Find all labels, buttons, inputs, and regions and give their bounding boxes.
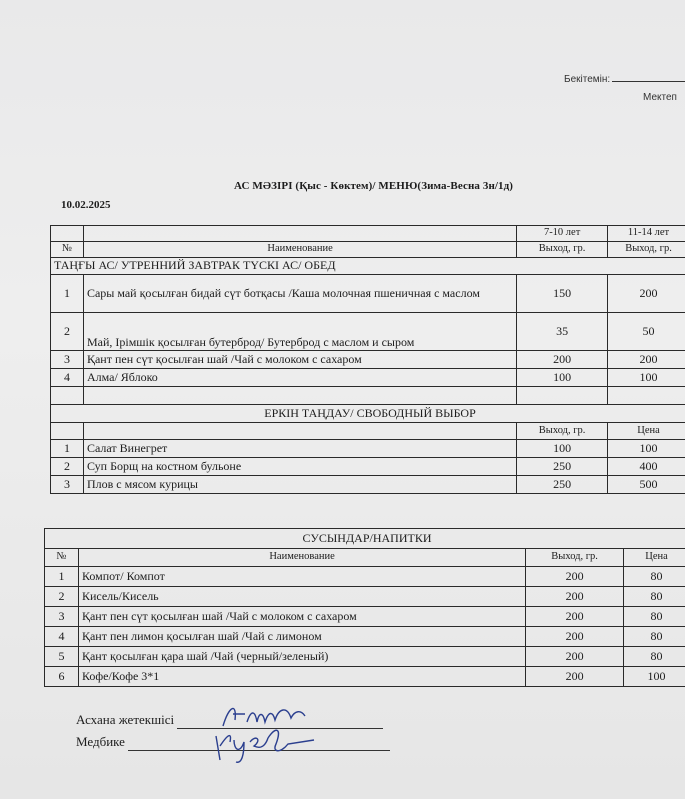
table-row: 6 Кофе/Кофе 3*1 200 100 xyxy=(45,667,685,687)
school-label: Мектеп xyxy=(643,92,677,103)
drink-name: Қант пен лимон қосылған шай /Чай с лимоном xyxy=(78,627,525,647)
num-header: № xyxy=(51,242,84,258)
nurse-signature-line: Медбике xyxy=(76,734,390,751)
dish-name: Сары май қосылған бидай сүт ботқасы /Каша молочная пшеничная с маслом xyxy=(83,275,516,313)
table-row: 1 Сары май қосылған бидай сүт ботқасы /Каша молочная пшеничная с маслом 150 200 xyxy=(51,275,685,313)
table-row: 1 Компот/ Компот 200 80 xyxy=(45,567,685,587)
table-row: 3 Қант пен сүт қосылған шай /Чай с молоком с сахаром 200 200 xyxy=(51,351,685,369)
yield-header-2: Выход, гр. xyxy=(608,242,685,258)
age-header-11-14: 11-14 лет xyxy=(608,226,685,242)
dish-name: Салат Винегрет xyxy=(83,440,516,458)
table-row: 3 Қант пен сүт қосылған шай /Чай с молоком с сахаром 200 80 xyxy=(45,607,685,627)
choice-yield-header: Выход, гр. xyxy=(517,423,608,440)
approval-label: Бекітемін: xyxy=(564,74,685,85)
drink-name: Компот/ Компот xyxy=(78,567,525,587)
table-row: 4 Алма/ Яблоко 100 100 xyxy=(51,369,685,387)
drink-name: Қант пен сүт қосылған шай /Чай с молоком с сахаром xyxy=(78,607,525,627)
table-row: 2 Кисель/Кисель 200 80 xyxy=(45,587,685,607)
menu-table xyxy=(50,225,685,494)
dish-name: Суп Борщ на костном бульоне xyxy=(83,458,516,476)
table-row: 3 Плов с мясом курицы 250 500 xyxy=(51,476,685,494)
choice-price-header: Цена xyxy=(608,423,685,440)
menu-date: 10.02.2025 xyxy=(61,199,111,211)
dish-name: Плов с мясом курицы xyxy=(83,476,516,494)
table-row: 5 Қант қосылған қара шай /Чай (черный/зеленый) 200 80 xyxy=(45,647,685,667)
section-drinks: СУСЫНДАР/НАПИТКИ xyxy=(45,529,685,549)
table-row: 2 Суп Борщ на костном бульоне 250 400 xyxy=(51,458,685,476)
canteen-head-signature-line: Асхана жетекшісі xyxy=(76,712,383,729)
dish-name: Алма/ Яблоко xyxy=(83,369,516,387)
table-row: 4 Қант пен лимон қосылған шай /Чай с лимоном 200 80 xyxy=(45,627,685,647)
nurse-signature xyxy=(210,720,320,764)
price-header: Цена xyxy=(624,549,685,567)
num-header: № xyxy=(45,549,79,567)
dish-name: Қант пен сүт қосылған шай /Чай с молоком с сахаром xyxy=(83,351,516,369)
yield-header: Выход, гр. xyxy=(526,549,624,567)
drinks-table xyxy=(44,528,685,687)
name-header: Наименование xyxy=(83,242,516,258)
yield-header-1: Выход, гр. xyxy=(517,242,608,258)
drink-name: Кисель/Кисель xyxy=(78,587,525,607)
section-free-choice: ЕРКІН ТАҢДАУ/ СВОБОДНЫЙ ВЫБОР xyxy=(51,405,685,423)
age-header-7-10: 7-10 лет xyxy=(517,226,608,242)
table-row: 1 Салат Винегрет 100 100 xyxy=(51,440,685,458)
table-row: 2 Май, Ірімшік қосылған бутерброд/ Бутерброд с маслом и сыром 35 50 xyxy=(51,313,685,351)
drink-name: Қант қосылған қара шай /Чай (черный/зеленый) xyxy=(78,647,525,667)
drink-name: Кофе/Кофе 3*1 xyxy=(78,667,525,687)
name-header: Наименование xyxy=(78,549,525,567)
menu-title: АС МӘЗІРІ (Қыс - Көктем)/ МЕНЮ(Зима-Весна 3н/1д) xyxy=(234,180,514,192)
section-breakfast: ТАҢҒЫ АС/ УТРЕННИЙ ЗАВТРАК ТҮСКІ АС/ ОБЕД xyxy=(51,258,685,275)
dish-name: Май, Ірімшік қосылған бутерброд/ Бутерброд с маслом и сыром xyxy=(83,313,516,351)
